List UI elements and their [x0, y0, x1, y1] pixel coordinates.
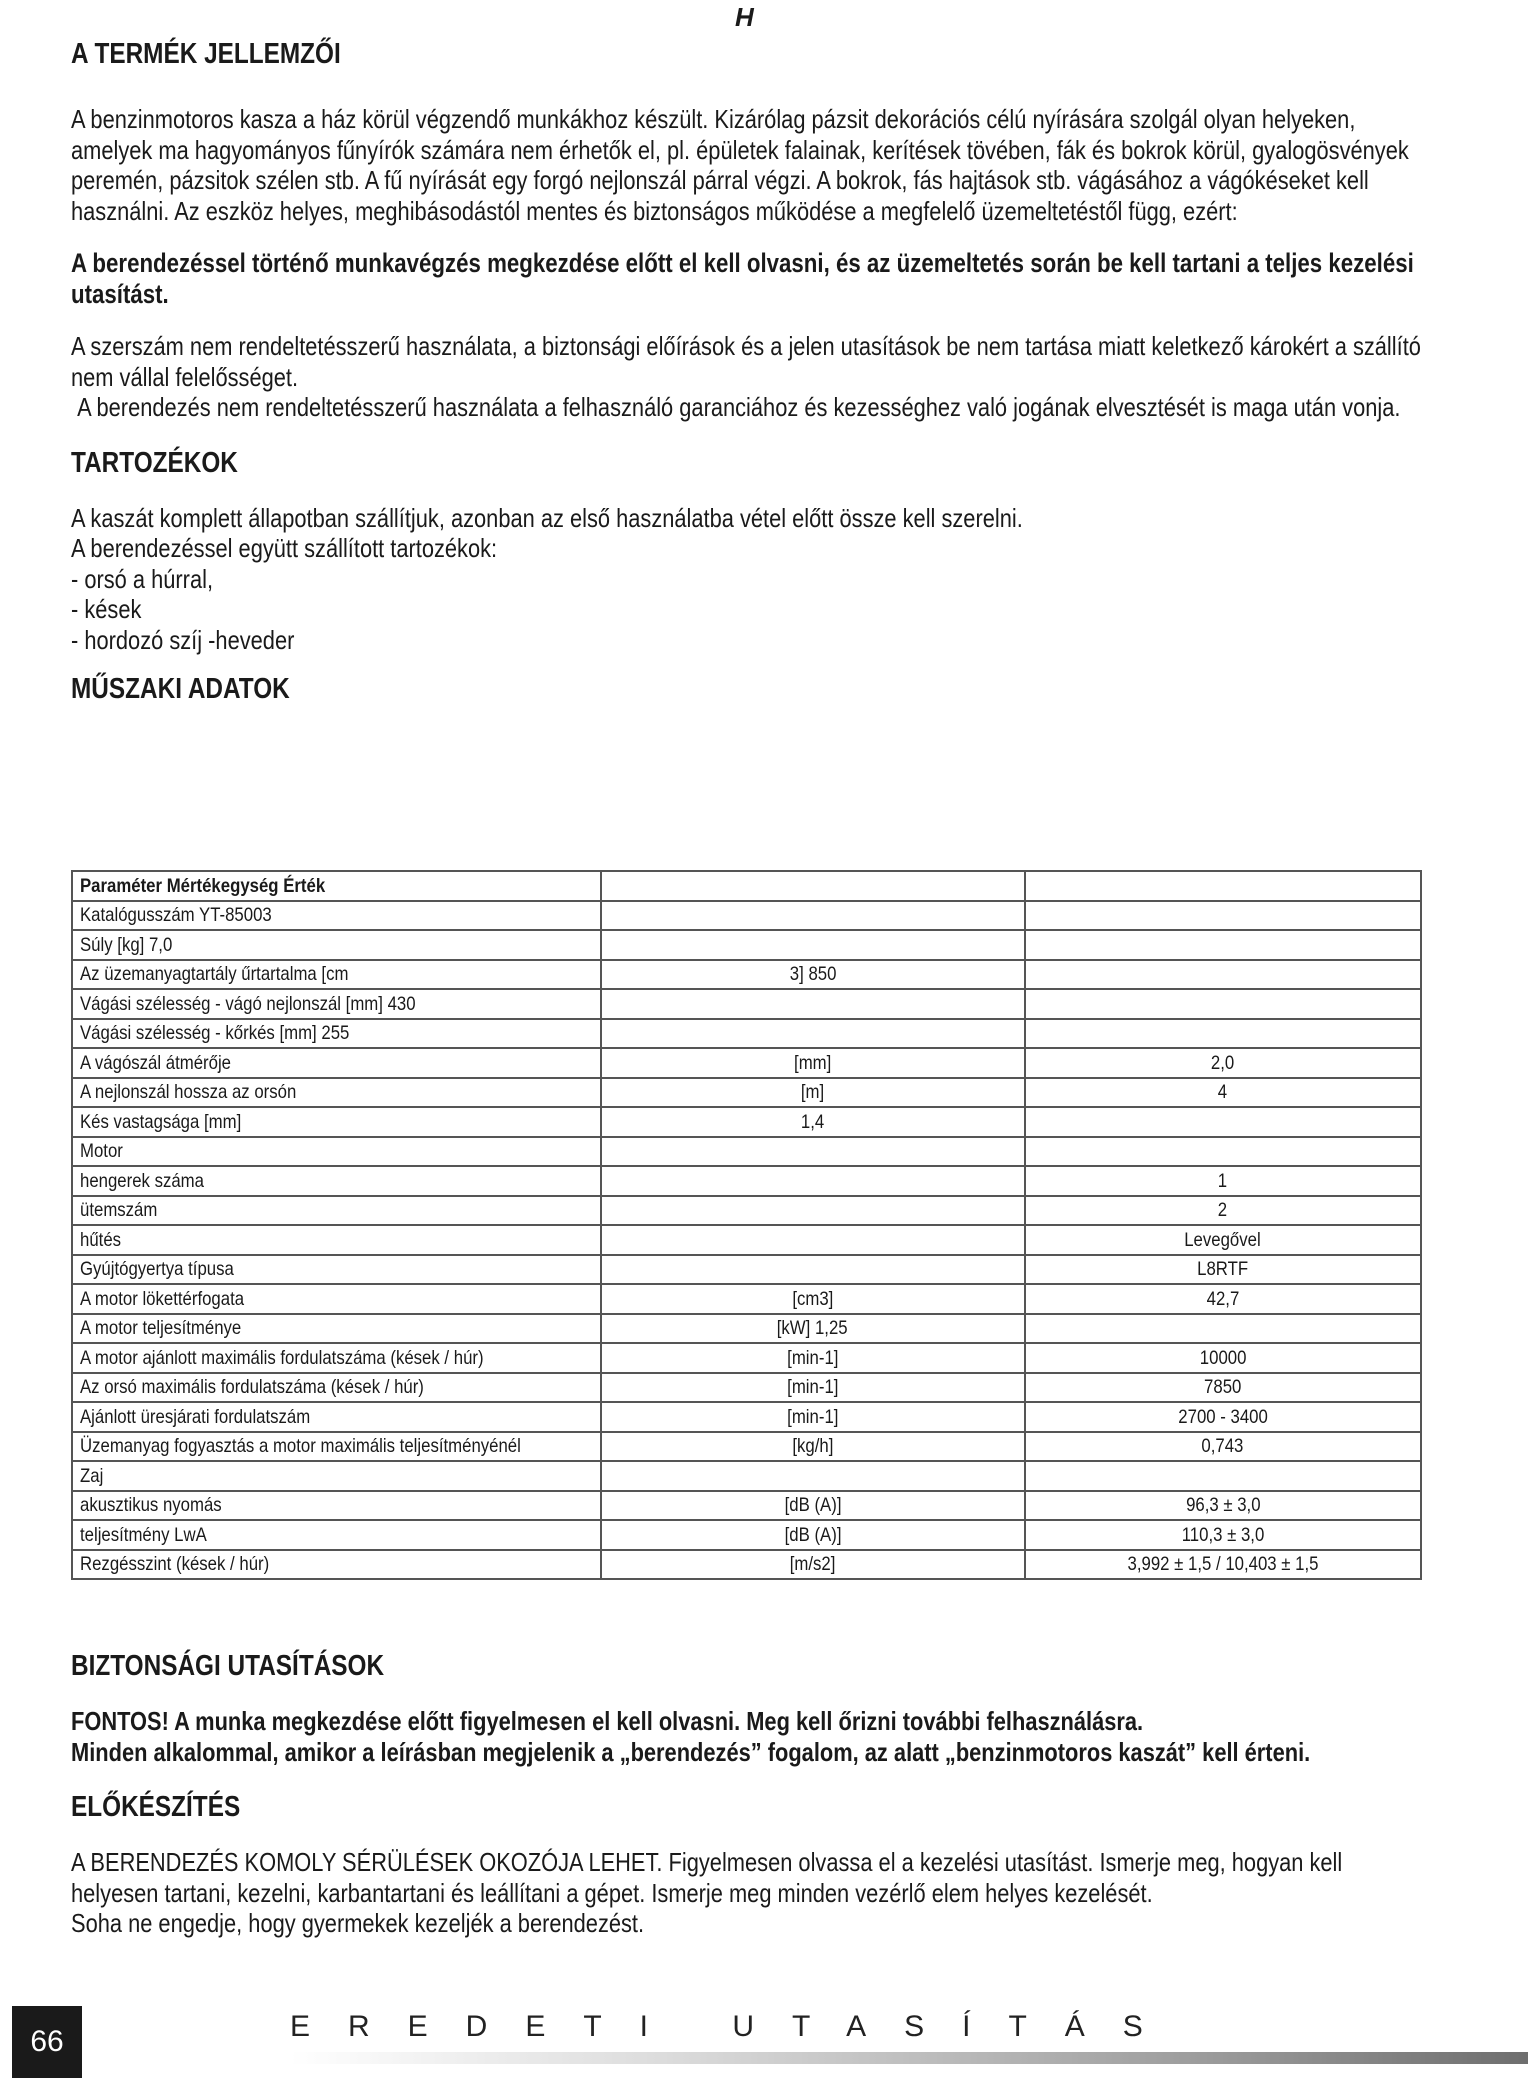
- spec-cell-text: 42,7: [1206, 1287, 1240, 1310]
- spec-cell-text: A vágószál átmérője: [80, 1051, 232, 1074]
- prep-paragraph: A BERENDEZÉS KOMOLY SÉRÜLÉSEK OKOZÓJA LEHET. Figyelmesen olvassa el a kezelési utasítást. Ismerje meg, hogyan kell helyesen tartani, kezelni, karbantartani és leállítani a gépet. Ismerje meg minden vezérlő elem helyes kezelését.: [71, 1847, 1343, 1908]
- spec-cell: [72, 1284, 601, 1314]
- spec-table-row: [72, 1402, 1421, 1432]
- prep-children: Soha ne engedje, hogy gyermekek kezeljék a berendezést.: [71, 1908, 645, 1938]
- spec-table-row: [72, 1078, 1421, 1108]
- spec-table-row: [72, 1107, 1421, 1137]
- spec-cell: [601, 1019, 1025, 1049]
- spec-cell: [72, 1078, 601, 1108]
- spec-cell-text: A motor ajánlott maximális fordulatszáma (kések / húr): [80, 1346, 484, 1369]
- spec-cell-text: Katalógusszám YT-85003: [80, 904, 272, 927]
- spec-cell: [601, 1078, 1025, 1108]
- spec-cell-text: Vágási szélesség - vágó nejlonszál [mm] 430: [80, 992, 416, 1015]
- specs-heading: MŰSZAKI ADATOK: [71, 673, 290, 705]
- spec-cell-text: [min-1]: [787, 1405, 839, 1428]
- spec-cell-text: teljesítmény LwA: [80, 1523, 207, 1546]
- spec-cell: [72, 989, 601, 1019]
- spec-cell-text: 7850: [1204, 1376, 1242, 1399]
- spec-cell: [601, 989, 1025, 1019]
- warranty-paragraph: A berendezés nem rendeltetésszerű használata a felhasználó garanciához és kezességhez való jogának elvesztését is maga után vonja.: [71, 392, 1401, 422]
- safety-important: FONTOS! A munka megkezdése előtt figyelmesen el kell olvasni. Meg kell őrizni további felhasználásra.: [71, 1706, 1144, 1736]
- spec-cell: [601, 901, 1025, 931]
- spec-cell: [1025, 1078, 1421, 1108]
- features-heading: A TERMÉK JELLEMZŐI: [71, 38, 341, 70]
- spec-table-row: [72, 1166, 1421, 1196]
- spec-cell: [72, 871, 601, 901]
- spec-cell: [601, 1196, 1025, 1226]
- spec-table-row: [72, 1314, 1421, 1344]
- spec-cell: [1025, 1314, 1421, 1344]
- spec-cell-text: 110,3 ± 3,0: [1181, 1523, 1265, 1546]
- spec-cell-text: 2,0: [1211, 1051, 1235, 1074]
- spec-cell-text: Üzemanyag fogyasztás a motor maximális teljesítményénél: [80, 1435, 521, 1458]
- spec-table-row: [72, 1137, 1421, 1167]
- accessory-item: - orsó a húrral,: [71, 563, 214, 594]
- spec-table-row: [72, 901, 1421, 931]
- spec-cell: [72, 1461, 601, 1491]
- spec-cell: [72, 901, 601, 931]
- spec-cell-text: 96,3 ± 3,0: [1185, 1494, 1261, 1517]
- spec-cell: [601, 1166, 1025, 1196]
- spec-table-row: [72, 989, 1421, 1019]
- spec-cell-text: akusztikus nyomás: [80, 1494, 222, 1517]
- spec-cell: [72, 1314, 601, 1344]
- spec-cell: [1025, 1107, 1421, 1137]
- spec-cell: [601, 1461, 1025, 1491]
- spec-cell: [601, 1432, 1025, 1462]
- spec-cell-text: Motor: [80, 1140, 123, 1163]
- spec-cell: [72, 930, 601, 960]
- spec-cell-text: [cm3]: [792, 1287, 834, 1310]
- spec-cell: [1025, 989, 1421, 1019]
- spec-cell: [1025, 930, 1421, 960]
- safety-definition: Minden alkalommal, amikor a leírásban megjelenik a „berendezés” fogalom, az alatt „benzinmotoros kaszát” kell érteni.: [71, 1736, 1311, 1767]
- spec-table-row: [72, 930, 1421, 960]
- spec-cell: [1025, 1520, 1421, 1550]
- spec-cell: [1025, 1432, 1421, 1462]
- spec-cell-text: Vágási szélesség - kőrkés [mm] 255: [80, 1022, 350, 1045]
- spec-table-row: [72, 1373, 1421, 1403]
- spec-cell: [1025, 1196, 1421, 1226]
- spec-cell: [1025, 1019, 1421, 1049]
- spec-cell: [601, 1107, 1025, 1137]
- spec-cell: [601, 1284, 1025, 1314]
- spec-table-row: [72, 1225, 1421, 1255]
- spec-table-row: [72, 1491, 1421, 1521]
- spec-cell: [601, 1402, 1025, 1432]
- page-content-lower: [71, 1648, 1431, 1939]
- spec-cell: [72, 1550, 601, 1580]
- features-paragraph: A benzinmotoros kasza a ház körül végzendő munkákhoz készült. Kizárólag pázsit dekorációs célú nyírására szolgál olyan helyeken, amelyek ma hagyományos fűnyírók számára nem érhetők el, pl. épületek falainak, kerítések tövében, fák és bokrok körül, gyalogösvények peremén, pázsitok szélen stb. A fű nyírását egy forgó nejlonszál párral végzi. A bokrok, fás hajtások stb. vágásához a vágókéseket kell használni. Az eszköz helyes, meghibásodástól mentes és biztonságos működése a megfelelő üzemeltetéstől függ, ezért:: [71, 104, 1409, 226]
- spec-cell: [1025, 901, 1421, 931]
- spec-cell-text: A motor lökettérfogata: [80, 1287, 245, 1310]
- spec-table-header-row: [72, 871, 1421, 901]
- spec-table-row: [72, 1343, 1421, 1373]
- spec-cell: [72, 1019, 601, 1049]
- page-footer: [0, 2006, 1536, 2083]
- spec-cell-text: [m/s2]: [789, 1553, 836, 1576]
- spec-cell: [1025, 1461, 1421, 1491]
- spec-cell-text: Gyújtógyertya típusa: [80, 1258, 234, 1281]
- spec-cell: [1025, 1284, 1421, 1314]
- spec-cell: [72, 1255, 601, 1285]
- spec-cell: [1025, 1343, 1421, 1373]
- spec-table-row: [72, 1461, 1421, 1491]
- running-title: EREDETI UTASÍTÁS: [290, 2010, 1181, 2043]
- spec-cell-text: [mm]: [794, 1051, 832, 1074]
- spec-cell-text: hengerek száma: [80, 1169, 204, 1192]
- spec-cell-text: 2700 - 3400: [1178, 1405, 1268, 1428]
- spec-cell: [72, 1432, 601, 1462]
- prep-heading: ELŐKÉSZÍTÉS: [71, 1791, 241, 1823]
- spec-cell-text: 2: [1218, 1199, 1228, 1222]
- spec-cell-text: Ajánlott üresjárati fordulatszám: [80, 1405, 311, 1428]
- spec-table-row: [72, 1550, 1421, 1580]
- spec-cell-text: hűtés: [80, 1228, 122, 1251]
- spec-cell-text: [m]: [800, 1081, 825, 1104]
- spec-table: [71, 870, 1422, 1580]
- spec-cell-text: [dB (A)]: [784, 1494, 842, 1517]
- page-content: [71, 36, 1431, 707]
- spec-cell-text: [min-1]: [787, 1346, 839, 1369]
- spec-cell-text: 3] 850: [789, 963, 836, 986]
- spec-cell: [1025, 1550, 1421, 1580]
- accessories-heading: TARTOZÉKOK: [71, 446, 238, 479]
- spec-cell-text: A nejlonszál hossza az orsón: [80, 1081, 297, 1104]
- spec-cell-text: Zaj: [80, 1464, 104, 1487]
- spec-cell-text: 0,743: [1201, 1435, 1244, 1458]
- spec-table-row: [72, 1019, 1421, 1049]
- spec-cell: [1025, 1255, 1421, 1285]
- spec-cell: [1025, 1402, 1421, 1432]
- spec-table-row: [72, 1048, 1421, 1078]
- spec-cell-text: Az orsó maximális fordulatszáma (kések / húr): [80, 1376, 424, 1399]
- safety-heading: BIZTONSÁGI UTASÍTÁSOK: [71, 1650, 385, 1682]
- spec-cell: [72, 1343, 601, 1373]
- accessory-item: - hordozó szíj -heveder: [71, 624, 295, 655]
- spec-cell-text: Az üzemanyagtartály űrtartalma [cm: [80, 963, 349, 986]
- spec-cell: [1025, 1166, 1421, 1196]
- features-bold-notice: A berendezéssel történő munkavégzés megkezdése előtt el kell olvasni, és az üzemeltetés során be kell tartani a teljes kezelési utasítást.: [71, 248, 1414, 309]
- accessories-lead: A berendezéssel együtt szállított tartozékok:: [71, 533, 498, 563]
- spec-cell: [72, 1107, 601, 1137]
- spec-table-row: [72, 1196, 1421, 1226]
- spec-cell: [72, 1373, 601, 1403]
- spec-cell: [72, 1048, 601, 1078]
- spec-cell: [72, 1402, 601, 1432]
- spec-table-row: [72, 1284, 1421, 1314]
- spec-cell-text: 1,4: [800, 1110, 825, 1133]
- accessories-intro: A kaszát komplett állapotban szállítjuk, azonban az első használatba vétel előtt össze kell szerelni.: [71, 502, 1023, 533]
- spec-cell: [72, 960, 601, 990]
- spec-cell: [601, 960, 1025, 990]
- spec-cell: [1025, 1048, 1421, 1078]
- spec-cell: [601, 871, 1025, 901]
- spec-cell: [601, 1255, 1025, 1285]
- spec-table-row: [72, 1432, 1421, 1462]
- spec-table-row: [72, 1520, 1421, 1550]
- spec-cell: [72, 1137, 601, 1167]
- spec-cell-text: L8RTF: [1197, 1258, 1249, 1281]
- spec-cell: [601, 1225, 1025, 1255]
- spec-cell: [601, 930, 1025, 960]
- spec-cell-text: A motor teljesítménye: [80, 1317, 242, 1340]
- accessory-item: - kések: [71, 594, 142, 624]
- spec-cell-text: 3,992 ± 1,5 / 10,403 ± 1,5: [1127, 1553, 1319, 1576]
- spec-cell: [72, 1520, 601, 1550]
- spec-cell-text: Súly [kg] 7,0: [80, 933, 173, 956]
- spec-cell: [1025, 1137, 1421, 1167]
- spec-cell-text: 4: [1218, 1081, 1228, 1104]
- spec-cell-text: [kW] 1,25: [777, 1317, 849, 1340]
- spec-cell-text: [kg/h]: [792, 1435, 834, 1458]
- spec-cell: [601, 1520, 1025, 1550]
- spec-cell: [1025, 960, 1421, 990]
- spec-cell-text: 10000: [1199, 1346, 1247, 1369]
- spec-cell: [601, 1373, 1025, 1403]
- spec-cell: [1025, 1491, 1421, 1521]
- spec-cell: [601, 1314, 1025, 1344]
- spec-cell-text: Kés vastagsága [mm]: [80, 1110, 242, 1133]
- page-number: 66: [12, 2006, 82, 2078]
- spec-cell: [72, 1196, 601, 1226]
- footer-gradient-bar: [290, 2052, 1528, 2064]
- spec-cell: [601, 1550, 1025, 1580]
- spec-cell: [1025, 1373, 1421, 1403]
- spec-cell: [601, 1491, 1025, 1521]
- spec-cell: [1025, 1225, 1421, 1255]
- spec-cell: [72, 1225, 601, 1255]
- spec-table-row: [72, 1255, 1421, 1285]
- spec-cell: [601, 1048, 1025, 1078]
- spec-cell-text: [dB (A)]: [784, 1523, 842, 1546]
- spec-cell-text: [min-1]: [787, 1376, 839, 1399]
- language-marker: H: [735, 2, 754, 32]
- spec-cell-text: ütemszám: [80, 1199, 158, 1222]
- spec-cell: [72, 1166, 601, 1196]
- spec-cell-text: Rezgésszint (kések / húr): [80, 1553, 270, 1576]
- spec-cell-text: 1: [1218, 1169, 1228, 1192]
- spec-cell-text: Paraméter Mértékegység Érték: [80, 874, 326, 897]
- spec-cell: [601, 1137, 1025, 1167]
- liability-paragraph: A szerszám nem rendeltetésszerű használata, a biztonsági előírások és a jelen utasítások be nem tartása miatt keletkező károkért a szállító nem vállal felelősséget.: [71, 331, 1421, 392]
- spec-cell-text: Levegővel: [1184, 1228, 1262, 1251]
- spec-table-row: [72, 960, 1421, 990]
- spec-cell: [601, 1343, 1025, 1373]
- spec-cell: [72, 1491, 601, 1521]
- spec-cell: [1025, 871, 1421, 901]
